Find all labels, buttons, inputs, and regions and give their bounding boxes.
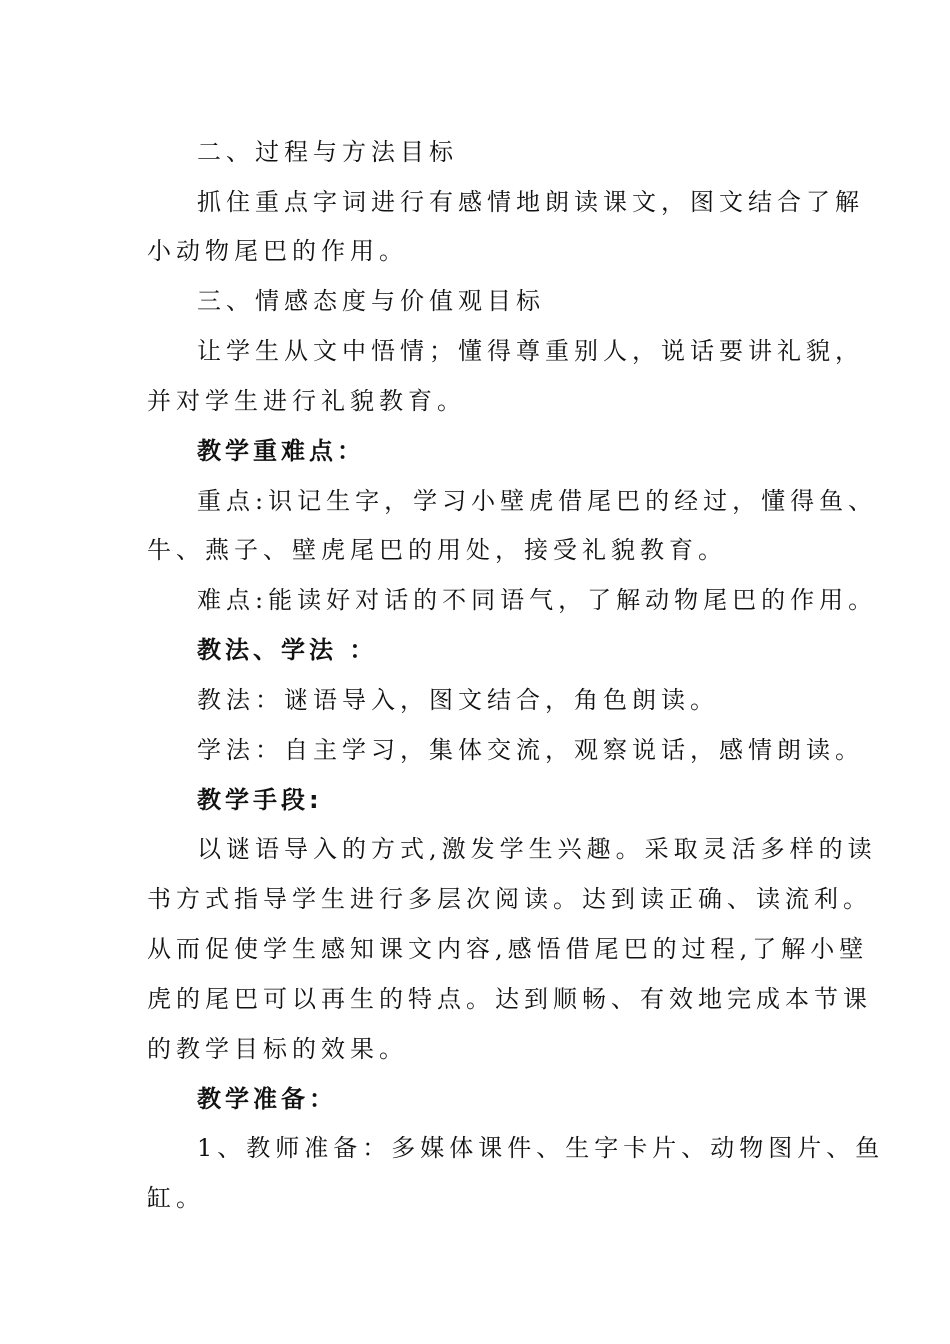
paragraph-line: 难点:能读好对话的不同语气，了解动物尾巴的作用。: [197, 586, 878, 614]
paragraph-line: 从而促使学生感知课文内容,感悟借尾巴的过程,了解小壁: [147, 935, 869, 963]
paragraph-line: 的教学目标的效果。: [147, 1035, 408, 1063]
paragraph-line: 小动物尾巴的作用。: [147, 237, 408, 265]
paragraph-line: 牛、燕子、壁虎尾巴的用处，接受礼貌教育。: [147, 536, 727, 564]
paragraph-line: 学法：自主学习，集体交流，观察说话，感情朗读。: [197, 736, 864, 764]
paragraph-line: 缸。: [147, 1184, 205, 1212]
paragraph-line: 抓住重点字词进行有感情地朗读课文，图文结合了解: [197, 188, 864, 216]
heading-teaching-learning-methods: 教法、学法 ：: [197, 636, 378, 664]
paragraph-line: 并对学生进行礼貌教育。: [147, 387, 466, 415]
paragraph-line: 让学生从文中悟情；懂得尊重别人，说话要讲礼貌，: [197, 337, 864, 365]
heading-teaching-preparation: 教学准备：: [197, 1085, 337, 1113]
section-heading-process-methods: 二、过程与方法目标: [197, 138, 458, 166]
heading-teaching-means: 教学手段:: [197, 786, 323, 814]
heading-key-difficult-points: 教学重难点：: [197, 437, 365, 465]
paragraph-line: 教法：谜语导入，图文结合，角色朗读。: [197, 686, 719, 714]
paragraph-line: 以谜语导入的方式,激发学生兴趣。采取灵活多样的读: [197, 835, 877, 863]
paragraph-line: 虎的尾巴可以再生的特点。达到顺畅、有效地完成本节课: [147, 985, 872, 1013]
section-heading-emotion-values: 三、情感态度与价值观目标: [197, 287, 545, 315]
paragraph-line: 1、教师准备：多媒体课件、生字卡片、动物图片、鱼: [197, 1134, 885, 1162]
paragraph-line: 书方式指导学生进行多层次阅读。达到读正确、读流利。: [147, 885, 872, 913]
paragraph-line: 重点:识记生字，学习小壁虎借尾巴的经过，懂得鱼、: [197, 487, 878, 515]
